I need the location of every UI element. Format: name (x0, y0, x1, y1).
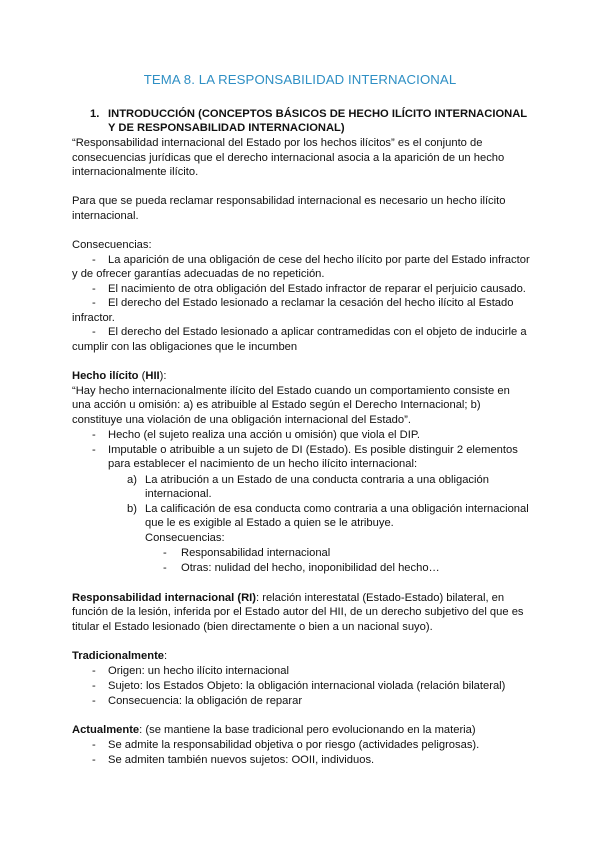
bullet-dash: - (92, 429, 96, 441)
bullet-dash: - (92, 695, 96, 707)
actual-item: Se admite la responsabilidad objetiva o por riesgo (actividades peligrosas). (108, 739, 480, 751)
consecuencia-item: La aparición de una obligación de cese del hecho ilícito por parte del Estado infractor (108, 254, 530, 266)
tradicional-heading-term: Tradicionalmente (72, 650, 165, 662)
tradicional-item: Sujeto: los Estados Objeto: la obligación internacional violada (relación bilateral) (108, 680, 506, 692)
sub-b-line: La calificación de esa conducta como contraria a una obligación internacional (145, 503, 529, 515)
intro-line: internacionalmente ilícito. (72, 166, 199, 178)
actual-item: Se admiten también nuevos sujetos: OOII, individuos. (108, 754, 375, 766)
consecuencia-item: El derecho del Estado lesionado a reclamar la cesación del hecho ilícito al Estado (108, 297, 514, 309)
consecuencia-item: El derecho del Estado lesionado a aplicar contramedidas con el objeto de inducirle a (108, 326, 527, 338)
section-heading-line1: INTRODUCCIÓN (CONCEPTOS BÁSICOS DE HECHO ILÍCITO INTERNACIONAL (108, 108, 528, 120)
ri-line1-rest: : relación interestatal (Estado-Estado) bilateral, en (256, 592, 505, 604)
bullet-dash: - (92, 665, 96, 677)
bullet-dash: - (92, 754, 96, 766)
sub-a-line: La atribución a un Estado de una conducta contraria a una obligación (145, 474, 489, 486)
bullet-dash: - (92, 326, 96, 338)
bullet-dash: - (92, 297, 96, 309)
tradicional-item: Origen: un hecho ilícito internacional (108, 665, 289, 677)
ri-term: Responsabilidad internacional (RI) (72, 592, 256, 604)
bullet-dash: - (163, 562, 167, 574)
sub-b-line: que le es exigible al Estado a quien se le atribuye. (145, 517, 394, 529)
ri-line: función de la lesión, inferida por el Estado autor del HII, de un derecho subjetivo del que es (72, 606, 524, 618)
hii-quote-line: “Hay hecho internacionalmente ilícito del Estado cuando un comportamiento consiste en (72, 385, 510, 397)
bullet-dash: - (92, 283, 96, 295)
consecuencia-item: cumplir con las obligaciones que le incumben (72, 341, 298, 353)
sub-consecuencia-item: Otras: nulidad del hecho, inoponibilidad del hecho… (181, 562, 440, 574)
ri-line (72, 591, 504, 606)
bullet-dash: - (92, 680, 96, 692)
section-heading-line2: Y DE RESPONSABILIDAD INTERNACIONAL) (108, 122, 345, 134)
reclamar-line: internacional. (72, 210, 139, 222)
hii-quote-line: constituye una violación de una obligación internacional del Estado”. (72, 414, 411, 426)
consecuencia-item: El nacimiento de otra obligación del Estado infractor de reparar el perjuicio causado. (108, 283, 526, 295)
hii-bullet: Imputable o atribuible a un sujeto de DI (Estado). Es posible distinguir 2 elementos (108, 444, 518, 456)
hii-heading-close: ): (159, 370, 167, 382)
bullet-dash: - (92, 739, 96, 751)
actual-heading-rest: : (se mantiene la base tradicional pero evolucionando en la materia) (139, 724, 476, 736)
consecuencia-item: infractor. (72, 312, 115, 324)
intro-line: consecuencias jurídicas que el derecho internacional asocia a la aparición de un hecho (72, 152, 505, 164)
tradicional-heading (72, 649, 167, 664)
hii-heading-open: ( (138, 370, 146, 382)
hii-heading-term: Hecho ilícito (72, 370, 139, 382)
consecuencia-item: y de ofrecer garantías adecuadas de no repetición. (72, 268, 325, 280)
bullet-dash: - (92, 444, 96, 456)
hii-heading (72, 369, 167, 384)
reclamar-line: Para que se pueda reclamar responsabilidad internacional es necesario un hecho ilícito (72, 195, 506, 207)
tradicional-item: Consecuencia: la obligación de reparar (108, 695, 303, 707)
actual-heading (72, 723, 476, 738)
sub-consecuencia-item: Responsabilidad internacional (181, 547, 331, 559)
section-number: 1. (90, 108, 100, 120)
actual-heading-term: Actualmente (72, 724, 140, 736)
bullet-dash: - (163, 547, 167, 559)
ri-line: titular el Estado lesionado (bien directamente o bien a un nacional suyo). (72, 621, 433, 633)
sub-consecuencias-label: Consecuencias: (145, 532, 225, 544)
intro-line: “Responsabilidad internacional del Estado por los hechos ilícitos” es el conjunto de (72, 137, 483, 149)
hii-bullet: para establecer el nacimiento de un hecho ilícito internacional: (108, 458, 418, 470)
hii-quote-line: una acción u omisión: a) es atribuible al Estado según el Derecho Internacional; b) (72, 399, 481, 411)
sub-b-label: b) (127, 503, 137, 515)
consecuencias-label: Consecuencias: (72, 239, 152, 251)
sub-a-line: internacional. (145, 488, 212, 500)
document-title: TEMA 8. LA RESPONSABILIDAD INTERNACIONAL (143, 72, 457, 87)
hii-bullet: Hecho (el sujeto realiza una acción u omisión) que viola el DIP. (108, 429, 420, 441)
hii-heading-abbr: HII (145, 370, 160, 382)
bullet-dash: - (92, 254, 96, 266)
sub-a-label: a) (127, 474, 137, 486)
tradicional-heading-colon: : (164, 650, 168, 662)
